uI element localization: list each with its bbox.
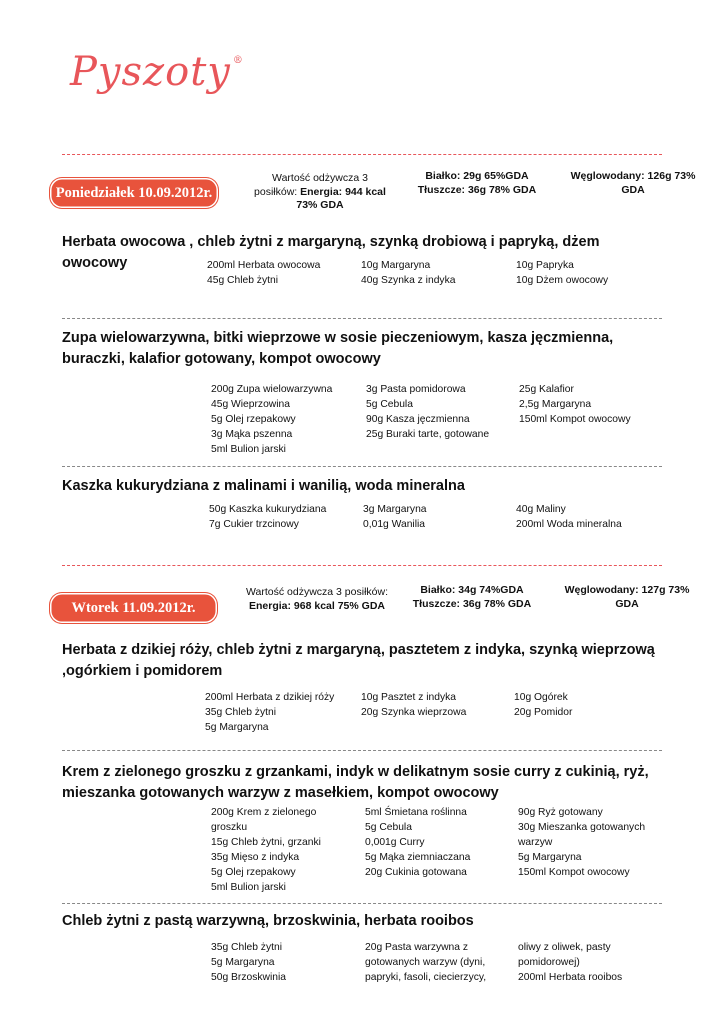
energy-value: Energia: 944 kcal 73% GDA <box>296 185 386 211</box>
energy-info <box>250 172 390 213</box>
macro-info <box>408 170 546 197</box>
meal-ingredients-col1: 200g Zupa wielowarzywna 45g Wieprzowina 5g Olej rzepakowy 3g Mąka pszenna 5ml Bulion jarski <box>211 384 333 455</box>
meal-ingredients-col1: 35g Chleb żytni 5g Margaryna 50g Brzoskwinia <box>211 942 286 983</box>
meal-ingredients-col2: 10g Margaryna 40g Szynka z indyka <box>361 260 456 286</box>
meal-title: Krem z zielonego groszku z grzankami, indyk w delikatnym sosie curry z cukinią, ryż, mieszanka gotowanych warzyw z masełkiem, kompot owocowy <box>62 764 649 801</box>
energy-label: Wartość odżywcza 3 posiłków: <box>254 172 368 198</box>
meal-title: Herbata owocowa , chleb żytni z margaryną, szynką drobiową i papryką, dżem owocowy <box>62 234 600 271</box>
day-badge <box>49 177 219 209</box>
meal-separator <box>62 466 662 467</box>
energy-info <box>244 586 390 613</box>
meal-separator <box>62 750 662 751</box>
meal-ingredients-col3: oliwy z oliwek, pasty pomidorowej) 200ml Herbata rooibos <box>518 942 623 983</box>
energy-value: Energia: 968 kcal 75% GDA <box>249 599 385 612</box>
brand-logo <box>70 49 244 95</box>
energy-label: Wartość odżywcza 3 posiłków: <box>246 586 388 598</box>
fat-value: Tłuszcze: 36g 78% GDA <box>412 597 532 610</box>
carbs-info <box>554 584 700 611</box>
day-separator <box>62 565 662 566</box>
meal-ingredients-col1: 50g Kaszka kukurydziana 7g Cukier trzcinowy <box>209 504 327 530</box>
fat-value: Tłuszcze: 36g 78% GDA <box>417 183 537 196</box>
meal-ingredients-col2: 3g Margaryna 0,01g Wanilia <box>363 504 427 530</box>
day-badge-label: Wtorek 11.09.2012r. <box>71 599 196 616</box>
protein-value: Białko: 29g 65%GDA <box>425 170 529 182</box>
protein-value: Białko: 34g 74%GDA <box>420 584 524 596</box>
meal-title: Herbata z dzikiej róży, chleb żytni z margaryną, pasztetem z indyka, szynką wieprzową ,ogórkiem i pomidorem <box>62 642 655 679</box>
meal-title: Kaszka kukurydziana z malinami i wanilią, woda mineralna <box>62 478 465 494</box>
registered-mark: ® <box>232 55 244 66</box>
carbs-value: Węglowodany: 126g 73% GDA <box>570 170 696 196</box>
meal-ingredients-col2: 20g Pasta warzywna z gotowanych warzyw (dyni, papryki, fasoli, ciecierzycy, <box>365 942 487 983</box>
meal-title: Zupa wielowarzywna, bitki wieprzowe w sosie pieczeniowym, kasza jęczmienna, buraczki, kalafior gotowany, kompot owocowy <box>62 330 614 367</box>
macro-info <box>403 584 541 611</box>
meal-ingredients-col2: 3g Pasta pomidorowa 5g Cebula 90g Kasza jęczmienna 25g Buraki tarte, gotowane <box>366 384 490 440</box>
meal-ingredients-col1: 200ml Herbata z dzikiej róży 35g Chleb żytni 5g Margaryna <box>205 692 335 733</box>
day-separator <box>62 154 662 155</box>
meal-ingredients-col3: 40g Maliny 200ml Woda mineralna <box>516 504 622 530</box>
carbs-info <box>560 170 706 197</box>
meal-ingredients-col2: 10g Pasztet z indyka 20g Szynka wieprzowa <box>361 692 467 718</box>
carbs-value: Węglowodany: 127g 73% GDA <box>564 584 690 610</box>
meal-separator <box>62 903 662 904</box>
meal-ingredients-col1: 200g Krem z zielonego groszku 15g Chleb żytni, grzanki 35g Mięso z indyka 5g Olej rzepakowy 5ml Bulion jarski <box>211 807 321 893</box>
meal-ingredients-col3: 90g Ryż gotowany 30g Mieszanka gotowanych warzyw 5g Margaryna 150ml Kompot owocowy <box>518 807 646 878</box>
meal-ingredients-col2: 5ml Śmietana roślinna 5g Cebula 0,001g Curry 5g Mąka ziemniaczana 20g Cukinia gotowana <box>365 807 471 878</box>
meal-ingredients-col3: 10g Papryka 10g Dżem owocowy <box>516 260 609 286</box>
logo-text: Pyszoty <box>70 49 231 95</box>
meal-ingredients-col3: 25g Kalafior 2,5g Margaryna 150ml Kompot owocowy <box>519 384 631 425</box>
meal-ingredients-col1: 200ml Herbata owocowa 45g Chleb żytni <box>207 260 321 286</box>
meal-ingredients-col3: 10g Ogórek 20g Pomidor <box>514 692 573 718</box>
meal-title: Chleb żytni z pastą warzywną, brzoskwinia, herbata rooibos <box>62 913 474 929</box>
meal-separator <box>62 318 662 319</box>
day-badge-label: Poniedziałek 10.09.2012r. <box>55 184 213 201</box>
day-badge <box>49 592 218 624</box>
